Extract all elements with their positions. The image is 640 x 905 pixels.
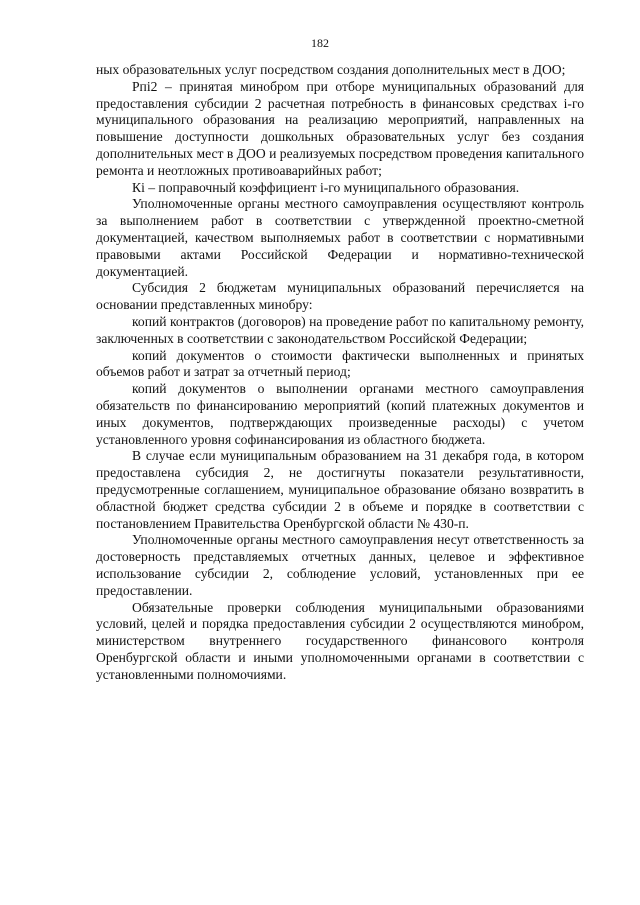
paragraph-ki-definition: Кi – поправочный коэффициент i-го муниципального образования. [132, 179, 520, 195]
paragraph-transfer-basis: Субсидия 2 бюджетам муниципальных образований перечисляется на основании представленных минобру: [96, 280, 584, 313]
paragraph-inspections: Обязательные проверки соблюдения муниципальными образованиями условий, целей и порядка предоставления субсидии 2 осуществляются минобром, министерством внутреннего государственного финансового контроля Оренбургской области и иными уполномоченными органами в соответствии с установленными полномочиями. [96, 599, 584, 682]
paragraph-control: Уполномоченные органы местного самоуправления осуществляют контроль за выполнением работ в соответствии с утвержденной проектно-сметной документацией, качеством выполняемых работ в соответствии с нормативными правовыми актами Российской Федерации и нормативно-технической документацией. [96, 196, 584, 279]
list-item-cost-documents: копий документов о стоимости фактически выполненных и принятых объемов работ и затрат за отчетный период; [96, 347, 584, 380]
list-item-contracts: копий контрактов (договоров) на проведение работ по капитальному ремонту, заключенных в соответствии с законодательством Российской Федерации; [96, 313, 584, 346]
paragraph-responsibility: Уполномоченные органы местного самоуправления несут ответственность за достоверность представляемых отчетных данных, целевое и эффективное использование субсидии 2, соблюдение условий, установленных при ее предоставлении. [96, 532, 584, 598]
paragraph-continuation: ных образовательных услуг посредством создания дополнительных мест в ДОО; [96, 62, 566, 77]
list-item-obligation-documents: копий документов о выполнении органами местного самоуправления обязательств по финансированию мероприятий (копий платежных документов и иных документов, подтверждающих произведенные расходы) с учетом установленного уровня софинансирования из областного бюджета. [96, 381, 584, 447]
paragraph-rpi2-definition: Рпi2 – принятая минобром при отборе муниципальных образований для предоставления субсидии 2 расчетная потребность в финансовых средствах i-го муниципального образования на реализацию мероприятий, направленных на повышение доступности дошкольных образовательных услуг без создания дополнительных мест в ДОО и реализуемых посредством проведения капитального ремонта и неотложных противоаварийных работ; [96, 78, 584, 178]
page-number: 182 [311, 36, 329, 50]
paragraph-return-of-funds: В случае если муниципальным образованием на 31 декабря года, в котором предоставлена субсидия 2, не достигнуты показатели результативности, предусмотренные соглашением, муниципальное образование обязано возвратить в областной бюджет средства субсидии 2 в объеме и порядке в соответствии с постановлением Правительства Оренбургской области № 430-п. [96, 448, 584, 531]
document-body [96, 62, 584, 683]
